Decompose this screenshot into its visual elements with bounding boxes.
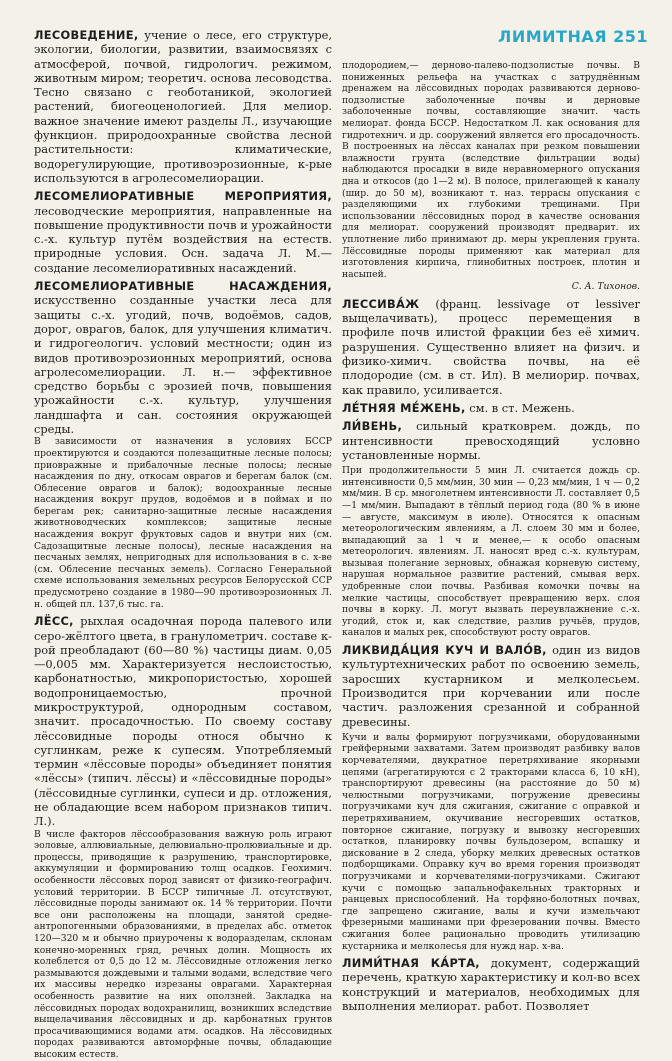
entry-limitnaya-karta — [342, 956, 640, 1013]
headword: ЛИМИ́ТНАЯ КА́РТА, — [342, 956, 480, 971]
headword: ЛЕ́ТНЯЯ МЕ́ЖЕНЬ, — [342, 400, 466, 415]
entry-text: документ, содержащий перечень, краткую характеристику и кол-во всех конструкций и материалов, необходимых для выполнения мелиорат. работ. Позволяет — [342, 956, 640, 1013]
entry-lesomeliorativnye-nasazhdeniya — [34, 279, 332, 610]
headword: ЛЕСОВЕДЕНИЕ, — [34, 28, 139, 42]
left-column — [34, 28, 332, 1060]
headword: ЛЕССИВА́Ж — [342, 296, 420, 311]
entry-text: искусственно созданные участки леса для защиты с.-х. угодий, почв, водоёмов, садов, дорог, оврагов, балок, для улучшения климатич. и гидрогеологич. условий местности; один из видов противоэрозионных мероприятий, основа агролесомелиорации. Л. н.— эффективное средство борьбы с эрозией почв, повышения урожайности с.-х. культур, улучшения ландшафта и сан. состояния окружающей среды. — [34, 293, 332, 437]
entry-lesovedenie — [34, 28, 332, 185]
right-column — [342, 60, 641, 1013]
entry-text: один из видов культуртехнических работ по освоению земель, заросших кустарником и мелколесьем. Производится при корчевании или после частич. разложения срезанной и собранной древесины. — [342, 643, 641, 729]
entry-text: (франц. lessivage от lessiver выщелачивать), процесс перемещения в профиле почв илистой фракции без её химич. разрушения. Существенно влияет на физич. и физико-химич. свойства почвы, на её плодородие (см. в ст. Ил). В мелиорир. почвах, как правило, усиливается. — [342, 296, 640, 397]
entry-smallprint: Кучи и валы формируют погрузчиками, оборудованными грейферными захватами. Затем производят разбивку валов корчевателями, двукратное перетряхивание якорными цепями (агрегатируются с 2 тракторами класса 6, 10 кН), транспортируют древесины (на расстояние до 50 м) челюстными погрузчиками, погружение древесины погрузчиками куч для сжигания, сжигание с оправкой и перетряхиванием, окучивание несгоревших остатков, повторное сжигание, погрузку и вывозку несгоревших остатков, планировку почвы бульдозером, вспашку и дискование в 2 следа, уборку мелких древесных остатков подборщиками. Оправку куч во время горения производят погрузчиками и корчевателями-погрузчиками. Сжигают кучи с помощью запальнофакельных тракторных и ранцевых приспособлений. На торфяно-болотных почвах, где запрещено сжигание, валы и кучи измельчают фрезерными машинами при фрезеровании почвы. Вместо сжигания более рационально проводить утилизацию кустарника и мелколесья для нужд нар. х-ва. — [342, 731, 640, 952]
entry-text: см. в ст. Межень. — [469, 400, 575, 415]
entry-smallprint: В числе факторов лёссообразования важную роль играют эоловые, аллювиальные, делювиально-пролювиальные и др. процессы, приводящие к разрушению, транспортировке, аккумуляции и формированию толщ осадков. Геохимич. особенности лёссовых пород зависят от физико-географич. условий территории. В БССР типичные Л. отсутствуют, лёссовидные породы занимают ок. 14 % территории. Почти все они расположены на площади, занятой средне-антропогенными образованиями, в пределах абс. отметок 120—320 м и обычно приурочены к водоразделам, склонам конечно-моренных гряд, речных долин. Мощность их колеблется от 0,5 до 12 м. Лёссовидные отложения легко размываются дождевыми и талыми водами, вследствие чего их массивы нередко изрезаны оврагами. Характерная особенность развитие на них оползней. Закладка на лёссовидных породах водохранилищ, возникших вследствие выщелачивания лёссовидных и др. карбонатных грунтов просачивающимися водами атм. осадков. На лёссовидных породах развиваются автоморфные почвы, обладающие высоким естеств. — [34, 828, 332, 1060]
entry-less — [34, 614, 332, 1060]
headword: ЛЁСС, — [34, 614, 74, 629]
entry-smallprint: В зависимости от назначения в условиях БССР проектируются и создаются полезащитные лесные полосы; приовражные и прибалочные лесные полосы; лесные насаждения по дну, откосам оврагов и берегам балок (см. Облесение оврагов и балок); водоохранные лесные насаждения вокруг прудов, водоёмов и в поймах и по берегам рек; санитарно-защитные лесные насаждения животноводческих комплексов; защитные лесные насаждения вокруг фруктовых садов и внутри них (см. Садозащитные лесные полосы), лесные насаждения на песчаных землях, непригодных для использования в с. х-ве (см. Облесение песчаных земель). Согласно Генеральной схеме использования земельных ресурсов Белорусской ССР предусмотрено создание в 1980—90 противоэрозионных Л. н. общей пл. 137,6 тыс. га. — [34, 436, 332, 610]
entry-smallprint: При продолжительности 5 мин Л. считается дождь ср. интенсивности 0,5 мм/мин, 30 мин — 0,23 мм/мин, 1 ч — 0,2 мм/мин. В ср. многолетнем интенсивности Л. составляет 0,5—1 мм/мин. Выпадают в тёплый период года (80 % в июне — августе, максимум в июле). Относятся к опасным метеорологическим явлениям, а Л. слоем 30 мм и более, выпадающий за 1 ч и менее,— к особо опасным метеорологич. явлениям. Л. наносят вред с.-х. культурам, вызывая полегание зерновых, обнажая корневую систему, нарушая нормальное развитие растений, смывая верх. удобренные слои почвы. Разбивая комочки почвы на мелкие частицы, способствует превращению верх. слоя почвы в корку. Л. могут вызвать переувлажнение с.-х. угодий, сток и, как следствие, разлив ручьёв, прудов, каналов и малых рек, способствуют росту оврагов. — [342, 465, 640, 639]
entry-text: сильный кратковрем. дождь, по интенсивности превосходящий условно установленные нормы. — [342, 419, 640, 462]
headword: ЛЕСОМЕЛИОРАТИВНЫЕ НАСАЖДЕНИЯ, — [34, 279, 332, 294]
page-header: ЛИМИТНАЯ 251 — [498, 27, 648, 46]
entry-lesomeliorativnye-meropriyatiya — [34, 189, 332, 275]
author-signature: С. А. Тихонов. — [571, 281, 640, 293]
entry-lessivazh — [342, 297, 640, 397]
entry-letnyaya-mezhen — [342, 401, 640, 415]
headword: ЛИ́ВЕНЬ, — [342, 419, 403, 434]
headword: ЛЕСОМЕЛИОРАТИВНЫЕ МЕРОПРИЯТИЯ, — [34, 189, 332, 204]
entry-smallprint: плодородием,— дерново-палево-подзолистые почвы. В пониженных рельефа на участках с затруднённым дренажем на лёссовидных породах развиваются дерново-подзолистые заболоченные почвы и дерновые заболоченные почвы, составляющие значит. часть мелиорат. фонда БССР. Недостатком Л. как основания для гидротехнич. и др. сооружений является его просадочность. В построенных на лёссах каналах при резком повышении влажности грунта (вследствие фильтрации воды) наблюдаются просадки в виде неравномерного опускания дна и откосов (до 1—2 м). В полосе, прилегающей к каналу (шир. до 50 м), возникают т. наз. террасы опускания с разделяющими их глубокими трещинами. При использовании лёссовидных пород в качестве основания для мелиорат. сооружений производят предварит. их уплотнение либо принимают др. меры укрепления грунта. Лёссовидные породы применяют как материал для изготовления кирпича, глинобитных построек, плотин и насыпей. — [342, 60, 640, 280]
headword: ЛИКВИДА́ЦИЯ КУЧ И ВАЛО́В, — [342, 643, 547, 658]
entry-likvidaciya — [342, 643, 640, 952]
entry-liven — [342, 419, 640, 639]
entry-less-continued — [342, 60, 640, 293]
entry-text: лесоводческие мероприятия, направленные на повышение продуктивности почв и урожайности с.-х. культур путём воздействия на естеств. природные условия. Осн. задача Л. М.— создание лесомелиоративных насаждений. — [34, 203, 332, 275]
entry-text: учение о лесе, его структуре, экологии, биологии, развитии, взаимосвязях с атмосферой, почвой, гидрологич. режимом, животным миром; теоретич. основа лесоводства. Тесно связано с геоботаникой, экологией растений, биогеоценологией. Для мелиор. важное значение имеют разделы Л., изучающие функцион. природоохранные свойства лесной растительности: климатические, водорегулирующие, противоэрозионные, к-рые используются в агролесомелиорации. — [34, 28, 332, 185]
entry-text: рыхлая осадочная порода палевого или серо-жёлтого цвета, в гранулометрич. составе к-рой преобладают (60—80 %) частицы диам. 0,05—0,005 мм. Характеризуется неслоистостью, карбонатностью, микропористостью, хорошей водопроницаемостью, прочной микроструктурой, однородным составом, значит. просадочностью. По своему составу лёссовидные породы относя обычно к суглинкам, реже к супесям. Употребляемый термин «лёссовые породы» объединяет понятия «лёссы» (типич. лёссы) и «лёссовидные породы» (лёссовидные суглинки, супеси и др. отложения, не обладающие всем набором признаков типич. Л.). — [34, 614, 332, 829]
